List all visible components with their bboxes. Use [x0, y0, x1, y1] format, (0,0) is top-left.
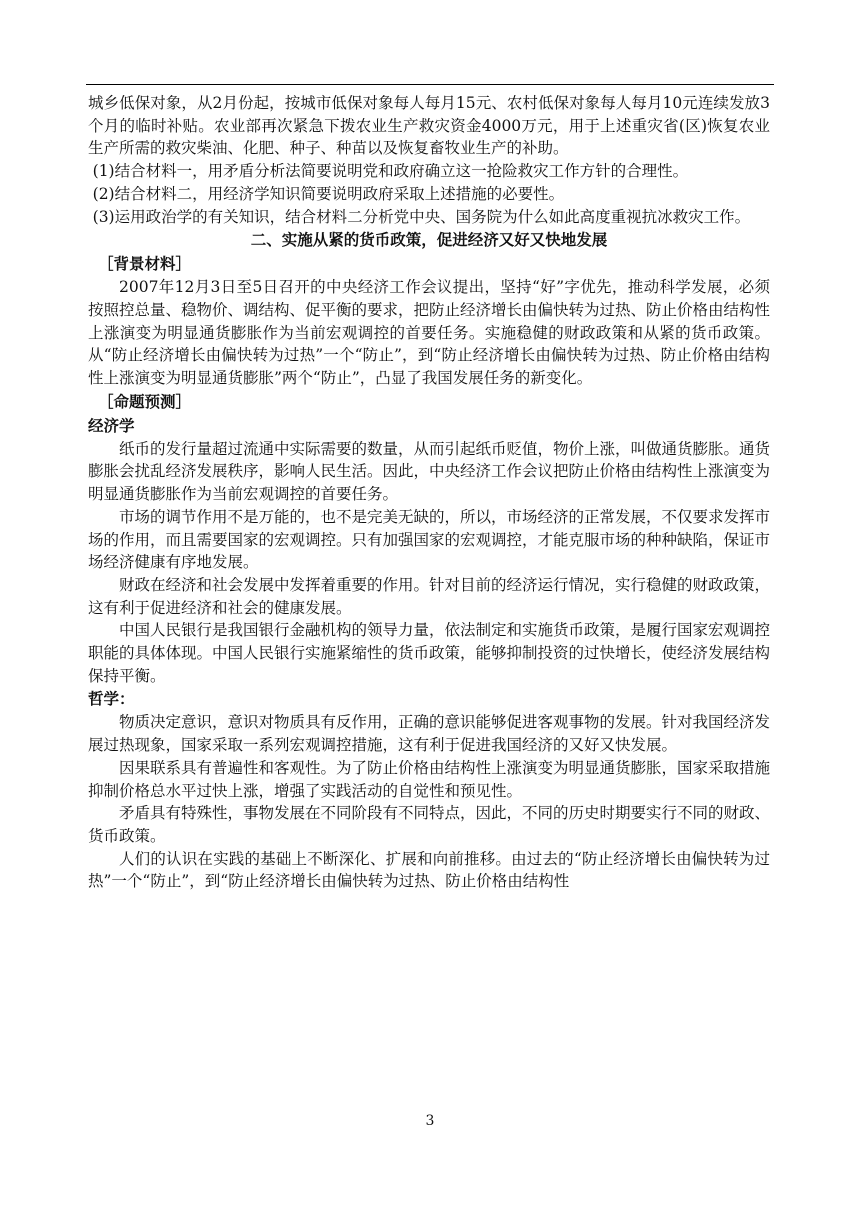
page-content: [88, 92, 770, 893]
philosophy-title: 哲学：: [88, 690, 135, 709]
background-text: 2007年12月3日至5日召开的中央经济工作会议提出，坚持“好”字优先，推动科学发展，必须按照控总量、稳物价、调结构、促平衡的要求，把防止经济增长由偏快转为过热、防止价格由结构性上涨演变为明显通货膨胀作为当前宏观调控的首要任务。实施稳健的财政政策和从紧的货币政策。从“防止经济增长由偏快转为过热”一个“防止”，到“防止经济增长由偏快转为过热、防止价格由结构性上涨演变为明显通货膨胀”两个“防止”，凸显了我国发展任务的新变化。: [88, 278, 771, 388]
material-continuation: 城乡低保对象，从2月份起，按城市低保对象每人每月15元、农村低保对象每人每月10元连续发放3个月的临时补贴。农业部再次紧急下拨农业生产救灾资金4000万元，用于上述重灾省(区)恢复农业生产所需的救灾柴油、化肥、种子、种苗以及恢复畜牧业生产的补助。: [88, 94, 770, 158]
section-title: 二、实施从紧的货币政策，促进经济又好又快地发展: [250, 231, 608, 250]
economics-paragraph: 中国人民银行是我国银行金融机构的领导力量，依法制定和实施货币政策，是履行国家宏观调控职能的具体体现。中国人民银行实施紧缩性的货币政策，能够抑制投资的过快增长，使经济发展结构保持平衡。: [88, 621, 771, 685]
question-1: (1)结合材料一，用矛盾分析法简要说明党和政府确立这一抢险救灾工作方针的合理性。: [92, 162, 689, 181]
question-3: (3)运用政治学的有关知识，结合材料二分析党中央、国务院为什么如此高度重视抗冰救灾工作。: [92, 207, 751, 226]
page-number: 3: [425, 1113, 435, 1129]
philosophy-paragraph: 矛盾具有特殊性，事物发展在不同阶段有不同特点，因此，不同的历史时期要实行不同的财政、货币政策。: [88, 804, 771, 845]
economics-title: 经济学: [88, 416, 135, 435]
economics-paragraph: 纸币的发行量超过流通中实际需要的数量，从而引起纸币贬值，物价上涨，叫做通货膨胀。通货膨胀会扰乱经济发展秩序，影响人民生活。因此，中央经济工作会议把防止价格由结构性上涨演变为明显通货膨胀作为当前宏观调控的首要任务。: [88, 439, 771, 504]
prediction-label: ［命题预测］: [98, 392, 192, 411]
economics-paragraph: 市场的调节作用不是万能的，也不是完美无缺的，所以，市场经济的正常发展，不仅要求发挥市场的作用，而且需要国家的宏观调控。只有加强国家的宏观调控，才能克服市场的种种缺陷，保证市场经济健康有序地发展。: [88, 507, 771, 572]
philosophy-paragraph: 人们的认识在实践的基础上不断深化、扩展和向前推移。由过去的“防止经济增长由偏快转为过热”一个“防止”，到“防止经济增长由偏快转为过热、防止价格由结构性: [88, 849, 770, 891]
philosophy-paragraph: 物质决定意识，意识对物质具有反作用，正确的意识能够促进客观事物的发展。针对我国经济发展过热现象，国家采取一系列宏观调控措施，这有利于促进我国经济的又好又快发展。: [88, 713, 771, 755]
background-label: ［背景材料］: [98, 255, 192, 274]
philosophy-paragraph: 因果联系具有普遍性和客观性。为了防止价格由结构性上涨演变为明显通货膨胀，国家采取措施抑制价格总水平过快上涨，增强了实践活动的自觉性和预见性。: [88, 758, 771, 800]
header-rule: [86, 84, 774, 85]
economics-paragraph: 财政在经济和社会发展中发挥着重要的作用。针对目前的经济运行情况，实行稳健的财政政策，这有利于促进经济和社会的健康发展。: [88, 575, 771, 617]
question-2: (2)结合材料二，用经济学知识简要说明政府采取上述措施的必要性。: [92, 184, 565, 203]
